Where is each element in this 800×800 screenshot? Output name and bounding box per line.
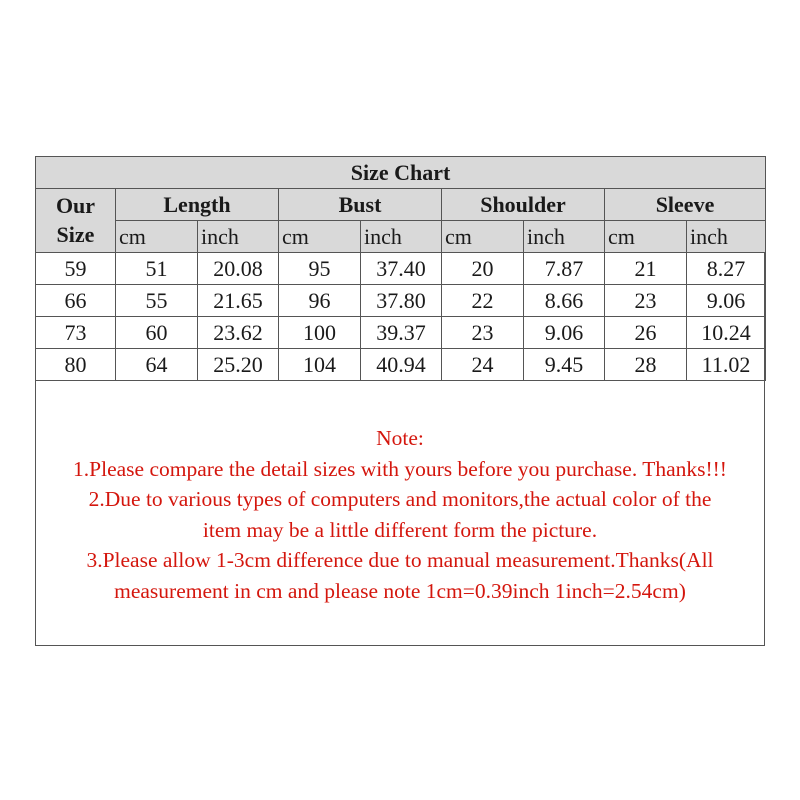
sleeve-inch-cell: 9.06 [687, 285, 766, 317]
bust-cm-cell: 100 [279, 317, 361, 349]
table-row [36, 317, 766, 349]
group-header-length: Length [116, 189, 279, 221]
length-cm-cell: 55 [116, 285, 198, 317]
unit-inch: inch [198, 221, 279, 253]
note-heading: Note: [376, 426, 424, 450]
our-size-header [36, 189, 116, 253]
unit-inch: inch [524, 221, 605, 253]
table-row [36, 349, 766, 381]
shoulder-inch-cell: 8.66 [524, 285, 605, 317]
length-cm-cell: 64 [116, 349, 198, 381]
notes-section [36, 423, 764, 606]
group-header-sleeve: Sleeve [605, 189, 766, 221]
shoulder-cm-cell: 20 [442, 253, 524, 285]
note-line-1: 1.Please compare the detail sizes with yours before you purchase. Thanks!!! [73, 456, 727, 481]
unit-cm: cm [279, 221, 361, 253]
shoulder-inch-cell: 7.87 [524, 253, 605, 285]
length-inch-cell: 25.20 [198, 349, 279, 381]
shoulder-inch-cell: 9.06 [524, 317, 605, 349]
table-row [36, 253, 766, 285]
size-cell: 73 [36, 317, 116, 349]
note-line-4: 3.Please allow 1-3cm difference due to manual measurement.Thanks(All [86, 548, 714, 572]
shoulder-cm-cell: 23 [442, 317, 524, 349]
sleeve-cm-cell: 26 [605, 317, 687, 349]
chart-title: Size Chart [36, 157, 766, 189]
bust-cm-cell: 96 [279, 285, 361, 317]
size-chart-table [35, 156, 766, 381]
length-cm-cell: 60 [116, 317, 198, 349]
unit-inch: inch [361, 221, 442, 253]
sleeve-cm-cell: 23 [605, 285, 687, 317]
our-size-line-2: Size [56, 222, 95, 247]
group-header-shoulder: Shoulder [442, 189, 605, 221]
table-row [36, 285, 766, 317]
bust-inch-cell: 37.40 [361, 253, 442, 285]
note-line-2: 2.Due to various types of computers and monitors,the actual color of the [88, 487, 712, 511]
length-inch-cell: 20.08 [198, 253, 279, 285]
bust-cm-cell: 104 [279, 349, 361, 381]
shoulder-cm-cell: 24 [442, 349, 524, 381]
note-line-5: measurement in cm and please note 1cm=0.39inch 1inch=2.54cm) [114, 578, 686, 603]
shoulder-cm-cell: 22 [442, 285, 524, 317]
length-inch-cell: 23.62 [198, 317, 279, 349]
bust-inch-cell: 37.80 [361, 285, 442, 317]
length-cm-cell: 51 [116, 253, 198, 285]
unit-cm: cm [442, 221, 524, 253]
sleeve-cm-cell: 21 [605, 253, 687, 285]
size-cell: 66 [36, 285, 116, 317]
size-cell: 59 [36, 253, 116, 285]
note-line-3: item may be a little different form the picture. [202, 517, 598, 542]
shoulder-inch-cell: 9.45 [524, 349, 605, 381]
unit-cm: cm [116, 221, 198, 253]
sleeve-inch-cell: 8.27 [687, 253, 766, 285]
bust-inch-cell: 40.94 [361, 349, 442, 381]
length-inch-cell: 21.65 [198, 285, 279, 317]
size-cell: 80 [36, 349, 116, 381]
unit-cm: cm [605, 221, 687, 253]
bust-cm-cell: 95 [279, 253, 361, 285]
unit-inch: inch [687, 221, 766, 253]
group-header-bust: Bust [279, 189, 442, 221]
our-size-line-1: Our [55, 193, 96, 218]
bust-inch-cell: 39.37 [361, 317, 442, 349]
sleeve-cm-cell: 28 [605, 349, 687, 381]
sleeve-inch-cell: 10.24 [687, 317, 766, 349]
sleeve-inch-cell: 11.02 [687, 349, 766, 381]
